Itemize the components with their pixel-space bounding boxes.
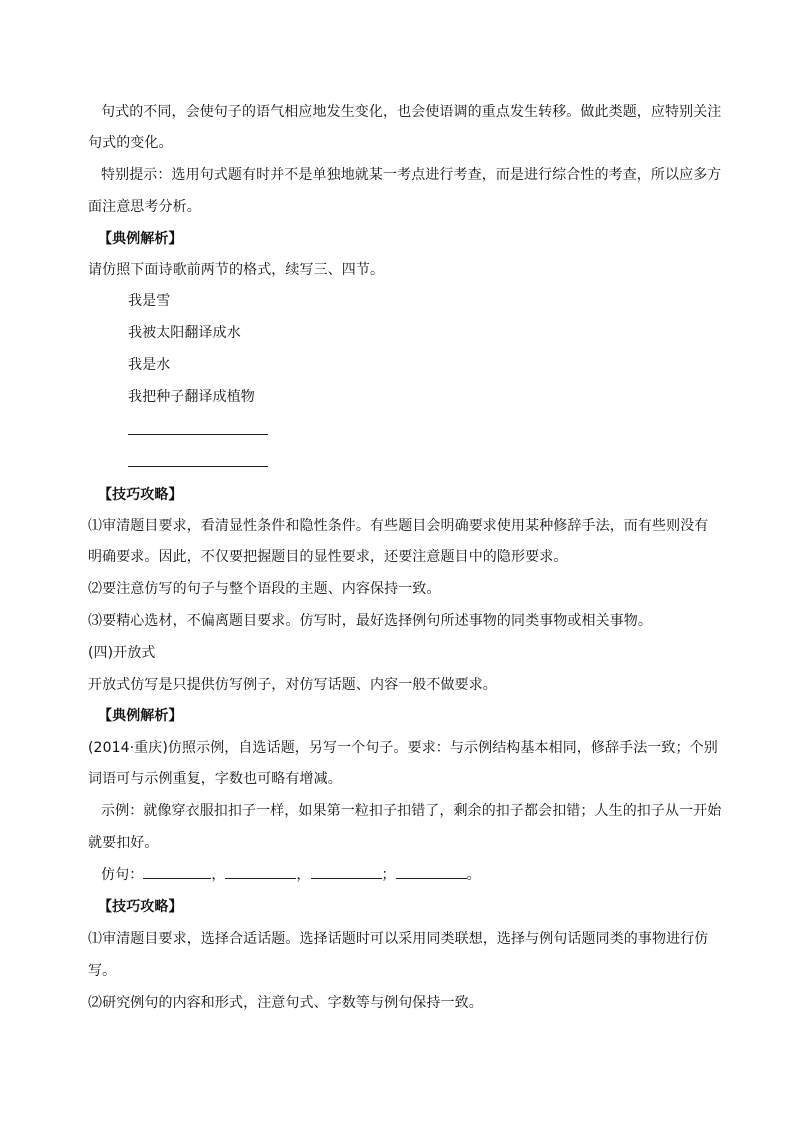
section-open-description: 开放式仿写是只提供仿写例子，对仿写话题、内容一般不做要求。 [88,677,497,693]
period-mark: 。 [466,867,481,883]
poem-line: 我把种子翻译成植物 [128,389,255,405]
example-question-line2: 词语可与示例重复，字数也可略有增减。 [88,771,342,787]
comma-separator: ， [211,867,226,883]
poem-line: 我是水 [128,357,171,373]
paragraph-sentence-form-line2: 句式的变化。 [88,135,173,151]
tip-item-1-line1: ⑴审清题目要求，选择合适话题。选择话题时可以采用同类联想，选择与例句话题同类的事物进行仿 [88,931,709,947]
answer-label: 仿句： [101,867,144,883]
answer-blank-line[interactable] [128,434,268,435]
tip-item-2: ⑵研究例句的内容和形式，注意句式、字数等与例句保持一致。 [88,995,483,1011]
tips-heading: 【技巧攻略】 [98,899,183,915]
semicolon-separator: ； [381,867,396,883]
tip-item-1-line1: ⑴审清题目要求，看清显性条件和隐性条件。有些题目会明确要求使用某种修辞手法，而有些则没有 [88,518,709,534]
answer-blank-3[interactable] [311,864,382,879]
sample-sentence-line2: 就要扣好。 [88,835,159,851]
comma-separator: ， [296,867,311,883]
section-title-open: (四)开放式 [88,645,156,661]
answer-blank-1[interactable] [143,864,211,879]
poem-line: 我被太阳翻译成水 [128,325,241,341]
paragraph-sentence-form-line1: 句式的不同，会使句子的语气相应地发生变化，也会使语调的重点发生转移。做此类题，应特别关注 [101,104,722,120]
tip-item-3: ⑶要精心选材，不偏离题目要求。仿写时，最好选择例句所述事物的同类事物或相关事物。 [88,613,652,629]
sample-sentence-line1: 示例：就像穿衣服扣扣子一样，如果第一粒扣子扣错了，剩余的扣子都会扣错；人生的扣子从一开始 [101,803,722,819]
tip-item-1-line2: 明确要求。因此，不仅要把握题目的显性要求，还要注意题目中的隐形要求。 [88,549,568,565]
example-prompt: 请仿照下面诗歌前两节的格式，续写三、四节。 [88,262,385,278]
special-note-line1: 特别提示：选用句式题有时并不是单独地就某一考点进行考查，而是进行综合性的考查，所以应多方 [101,167,722,183]
tip-item-1-line2: 写。 [88,963,117,979]
answer-blank-4[interactable] [396,864,467,879]
special-note-line2: 面注意思考分析。 [88,199,201,215]
example-question-line1: (2014·重庆)仿照示例，自选话题，另写一个句子。要求：与示例结构基本相同，修辞手法一致；个别 [88,740,718,756]
answer-blank-line[interactable] [128,466,268,467]
tips-heading: 【技巧攻略】 [98,487,183,503]
example-heading: 【典例解析】 [98,708,183,724]
answer-line [101,864,481,885]
answer-blank-2[interactable] [225,864,296,879]
poem-line: 我是雪 [128,293,171,309]
example-heading: 【典例解析】 [98,231,183,247]
tip-item-2: ⑵要注意仿写的句子与整个语段的主题、内容保持一致。 [88,581,441,597]
